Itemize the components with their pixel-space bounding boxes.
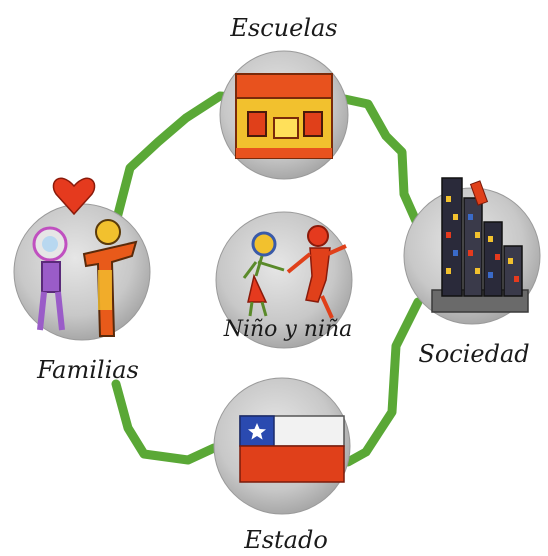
chile-flag-icon (240, 416, 344, 482)
node-centro (216, 212, 352, 348)
node-sociedad (404, 178, 540, 368)
connector-estado-familias (116, 384, 214, 460)
label-escuelas: Escuelas (230, 14, 338, 42)
label-familias: Familias (37, 356, 139, 384)
school-icon (236, 74, 332, 158)
node-estado (214, 378, 350, 554)
connector-escuelas-sociedad (340, 98, 420, 230)
label-estado: Estado (244, 526, 328, 554)
label-centro: Niño y niña (223, 317, 353, 342)
node-familias (14, 178, 150, 384)
label-sociedad: Sociedad (418, 340, 530, 368)
connector-sociedad-estado (348, 302, 418, 462)
node-escuelas (220, 14, 348, 179)
node-disc (14, 204, 150, 340)
